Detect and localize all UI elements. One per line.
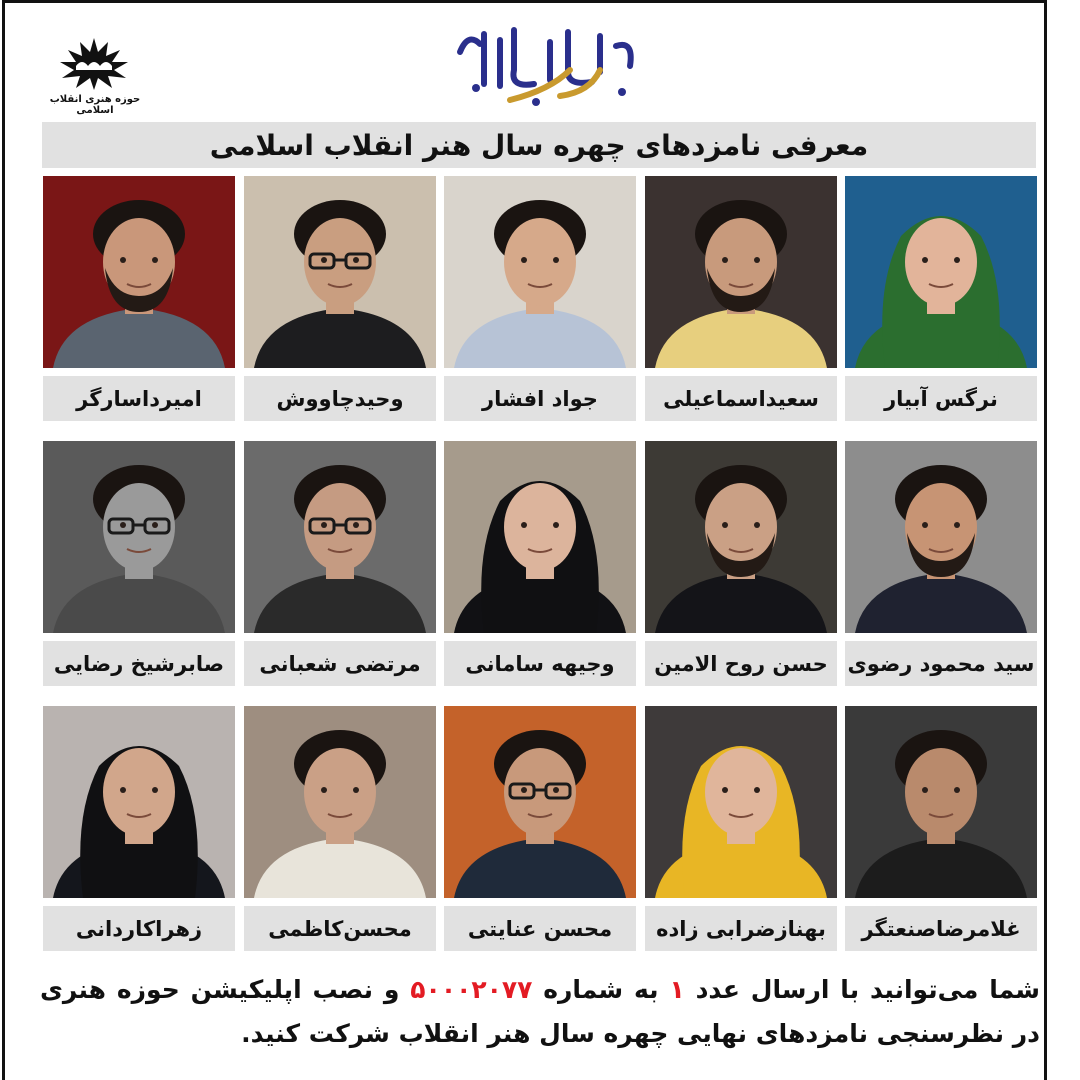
portrait-man-icon — [244, 706, 436, 898]
event-calligraphy-logo — [440, 22, 650, 114]
nominee-photo — [645, 441, 837, 633]
nominee-photo — [845, 706, 1037, 898]
nominee-card — [444, 706, 636, 951]
nominee-name: غلامرضاصنعتگر — [861, 916, 1021, 941]
nominee-card — [244, 441, 436, 686]
nominee-card — [645, 706, 837, 951]
nominee-name: سعیداسماعیلی — [663, 386, 819, 411]
sms-number: ۱ — [669, 975, 685, 1004]
lotus-emblem-icon — [46, 34, 142, 94]
nominee-name-bar — [444, 641, 636, 686]
nominee-name-bar — [645, 641, 837, 686]
title-bar — [42, 122, 1036, 168]
nominee-name: زهراکاردانی — [75, 916, 203, 941]
nominee-name-bar — [244, 376, 436, 421]
portrait-man-beard-icon — [645, 176, 837, 368]
portrait-man-glasses-icon — [444, 706, 636, 898]
frame-right-line — [1044, 0, 1047, 1080]
nominee-photo — [845, 176, 1037, 368]
nominee-photo — [444, 706, 636, 898]
nominee-name-bar — [43, 641, 235, 686]
nominee-card — [43, 706, 235, 951]
portrait-man-glasses-icon — [244, 441, 436, 633]
portrait-man-beard-icon — [845, 441, 1037, 633]
nominee-photo — [244, 706, 436, 898]
portrait-woman-chador-icon — [444, 441, 636, 633]
nominee-name: مرتضی شعبانی — [259, 651, 421, 676]
nominee-card — [444, 441, 636, 686]
nominee-name-bar — [43, 906, 235, 951]
page-title: معرفی نامزدهای چهره سال هنر انقلاب اسلامی — [209, 128, 869, 162]
nominee-photo — [645, 176, 837, 368]
footer-instructions — [40, 968, 1040, 1056]
nominee-name: صابرشیخ رضایی — [53, 651, 225, 676]
nominee-name: امیرداسارگر — [76, 386, 202, 411]
nominee-card — [845, 176, 1037, 421]
nominee-card — [645, 441, 837, 686]
nominee-card — [845, 706, 1037, 951]
nominee-photo — [444, 176, 636, 368]
footer-text-part2: به شماره — [532, 975, 670, 1004]
nominee-photo — [43, 176, 235, 368]
nominee-card — [43, 176, 235, 421]
nominee-photo — [244, 441, 436, 633]
nominee-name-bar — [845, 376, 1037, 421]
nominee-name-bar — [645, 376, 837, 421]
nominee-name: بهنازضرابی زاده — [656, 916, 826, 941]
nominee-name: سید محمود رضوی — [847, 651, 1035, 676]
nominee-name: وجیهه سامانی — [465, 651, 615, 676]
portrait-man-icon — [444, 176, 636, 368]
nominee-card — [845, 441, 1037, 686]
nominee-name-bar — [43, 376, 235, 421]
frame-left-line — [2, 0, 5, 1080]
nominee-card — [645, 176, 837, 421]
nominee-photo — [845, 441, 1037, 633]
nominee-photo — [43, 706, 235, 898]
footer-text-part1: شما می‌توانید با ارسال عدد — [684, 975, 1040, 1004]
nominee-name-bar — [845, 641, 1037, 686]
nominee-photo — [244, 176, 436, 368]
nominee-card — [43, 441, 235, 686]
nominee-name-bar — [845, 906, 1037, 951]
nominee-name-bar — [645, 906, 837, 951]
nominee-name: جواد افشار — [482, 386, 598, 411]
nominee-name-bar — [244, 641, 436, 686]
nominee-photo — [645, 706, 837, 898]
portrait-man-icon — [845, 706, 1037, 898]
nominee-card — [444, 176, 636, 421]
nominee-name: وحیدچاووش — [276, 386, 404, 411]
nominee-card — [244, 706, 436, 951]
nominee-name-bar — [444, 906, 636, 951]
event-logo — [440, 22, 650, 114]
portrait-woman-chador-icon — [43, 706, 235, 898]
nominee-name: محسن‌کاظمی — [268, 916, 412, 941]
org-logo-caption: حوزه هنری انقلاب اسلامی — [49, 94, 141, 116]
footer-text-part3: و نصب اپلیکیشن حوزه هنری در نظرسنجی نامزدهای نهایی چهره سال هنر انقلاب شرکت کنید. — [40, 975, 1040, 1048]
portrait-man-glasses-icon — [244, 176, 436, 368]
nominee-photo — [43, 441, 235, 633]
nominee-card — [244, 176, 436, 421]
nominee-name: حسن روح الامین — [654, 651, 828, 676]
portrait-woman-green-scarf-icon — [845, 176, 1037, 368]
portrait-man-beard-icon — [43, 176, 235, 368]
nominee-photo — [444, 441, 636, 633]
frame-top-line — [2, 0, 1047, 3]
portrait-man-glasses-bw-icon — [43, 441, 235, 633]
nominee-name: نرگس آبیار — [884, 386, 998, 411]
nominee-name-bar — [244, 906, 436, 951]
portrait-man-beard-icon — [645, 441, 837, 633]
sms-phone-number: ۵۰۰۰۲۰۷۷ — [410, 975, 533, 1004]
portrait-woman-scarf-icon — [645, 706, 837, 898]
nominee-name: محسن عنایتی — [467, 916, 613, 941]
nominee-name-bar — [444, 376, 636, 421]
